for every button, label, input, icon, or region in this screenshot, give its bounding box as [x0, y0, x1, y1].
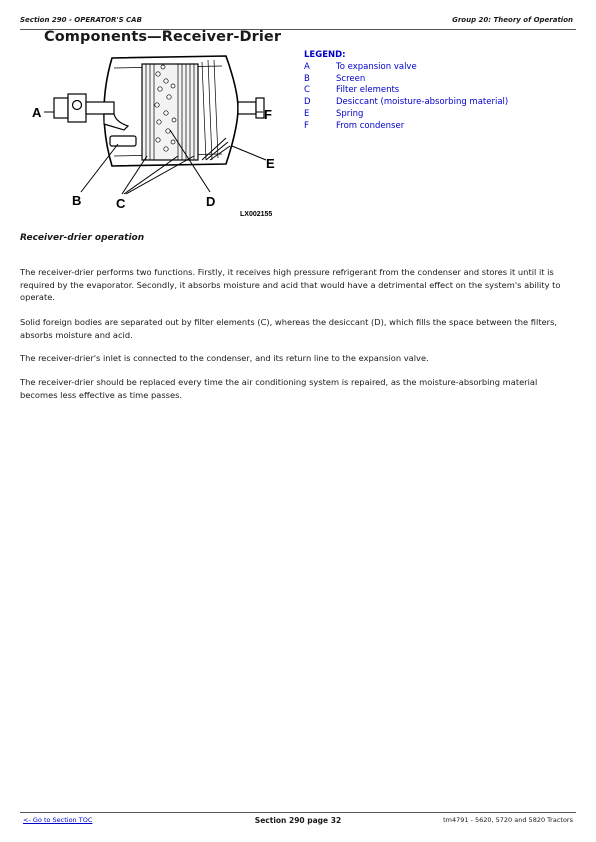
legend-item: A To expansion valve — [304, 61, 417, 72]
figure-label-f: F — [264, 107, 272, 122]
figure-label-e: E — [266, 156, 275, 171]
figure-label-d: D — [206, 194, 216, 209]
legend — [304, 50, 508, 133]
page-footer — [20, 812, 576, 833]
paragraph: Solid foreign bodies are separated out by filter elements (C), whereas the desiccant (D), which fills the space between the filters, absorbs moisture and acid. — [20, 317, 558, 340]
group-title: Group 20: Theory of Operation — [452, 16, 573, 24]
paragraph: The receiver-drier performs two functions. Firstly, it receives high pressure refrigerant from the condenser and stores it until it is required by the evaporator. Secondly, it absorbs moisture and acid that would have a detrimental effect on the system's ability to operate. — [20, 267, 561, 303]
figure-label-a: A — [32, 105, 42, 120]
legend-title: LEGEND: — [304, 50, 346, 60]
subheading: Receiver-drier operation — [20, 233, 145, 243]
page-header — [20, 15, 576, 30]
paragraph: The receiver-drier's inlet is connected to the condenser, and its return line to the expansion valve. — [20, 353, 429, 363]
legend-item: D Desiccant (moisture-absorbing material) — [304, 97, 509, 108]
figure-code: LX002155 — [240, 211, 273, 218]
receiver-drier-diagram — [26, 50, 296, 222]
page-number: Section 290 page 32 — [254, 816, 342, 825]
figure-label-b: B — [72, 193, 82, 208]
legend-item: C Filter elements — [304, 85, 400, 96]
figure-label-c: C — [116, 196, 126, 211]
legend-item: F From condenser — [304, 120, 405, 131]
paragraph: The receiver-drier should be replaced every time the air conditioning system is repaired, as the moisture-absorbing material becomes less effective as time passes. — [20, 377, 538, 400]
legend-item: E Spring — [304, 108, 364, 119]
document-id: tm4791 - 5620, 5720 and 5820 Tractors — [443, 816, 573, 824]
section-toc-link[interactable]: <- Go to Section TOC — [23, 816, 93, 824]
section-title: Section 290 - OPERATOR'S CAB — [20, 16, 142, 24]
legend-item: B Screen — [304, 73, 366, 84]
page-title: Components—Receiver-Drier — [44, 29, 282, 45]
